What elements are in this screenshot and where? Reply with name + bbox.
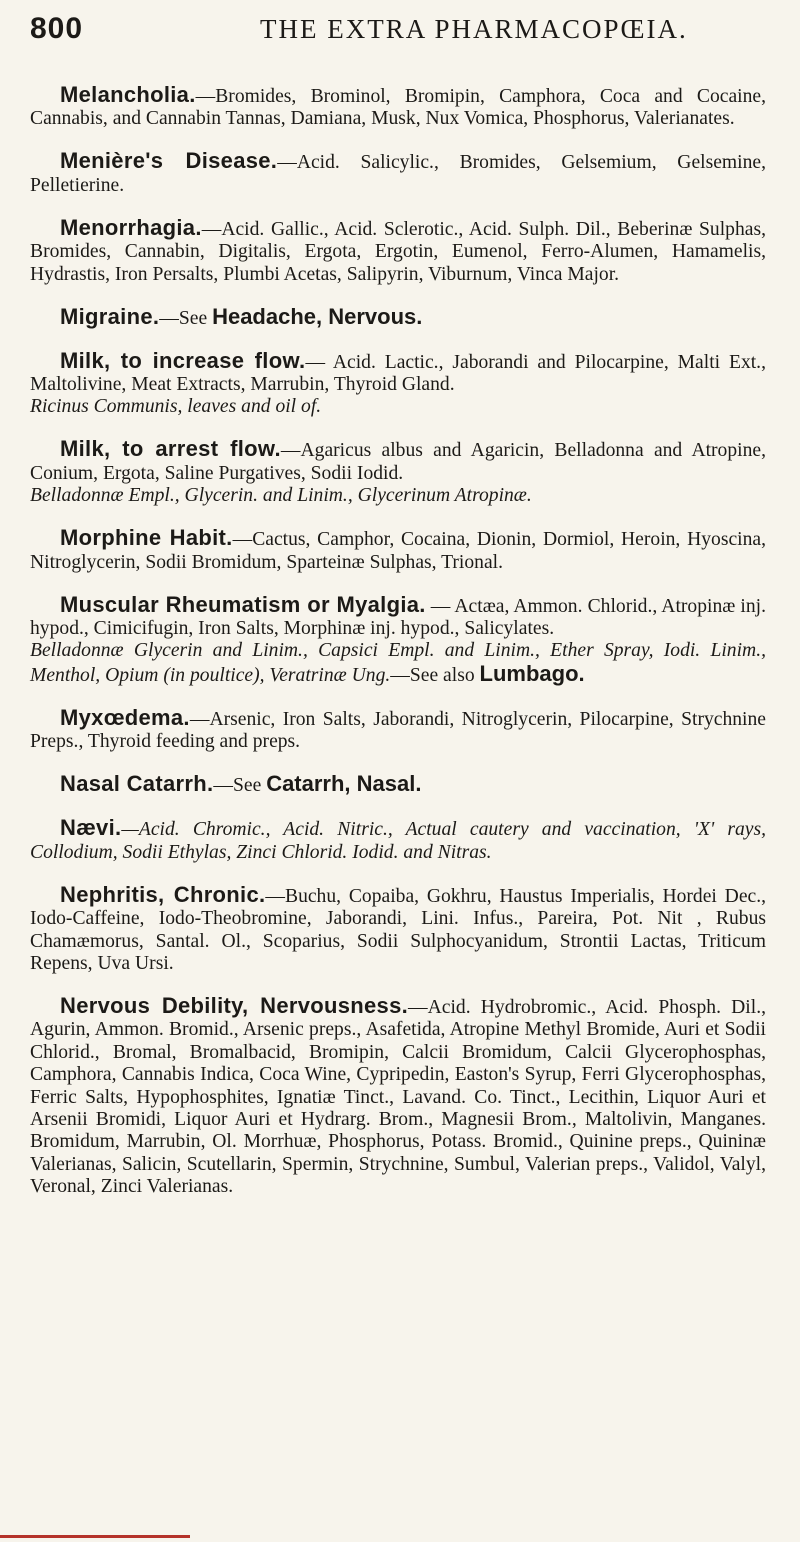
entry-melancholia — [30, 84, 766, 131]
entry-migraine — [30, 303, 766, 330]
entry-text: —Cactus, Camphor, Cocaina, Dionin, Dormiol, Heroin, Hyoscina, Nitroglycerin, Sodii Bromidum, Sparteinæ Sulphas, Trional. — [30, 529, 767, 573]
cross-reference: Headache, Nervous. — [212, 303, 423, 329]
headword: Myxœdema. — [60, 704, 190, 730]
running-title: THE EXTRA PHARMACOPŒIA. — [260, 14, 688, 44]
entry-text: —Acid. Salicylic., Bromides, Gelsemium, Gelsemine, Pelletierine. — [30, 152, 766, 196]
external-applications — [30, 640, 766, 687]
headword: Menière's Disease. — [60, 148, 278, 174]
cross-reference: Catarrh, Nasal. — [266, 771, 422, 797]
entry-text: — Actæa, Ammon. Chlorid., Atropinæ inj. hypod., Cimicifugin, Iron Salts, Morphinæ inj. hypod., Salicylates. — [30, 595, 767, 640]
headword: Nævi. — [60, 815, 122, 841]
headword: Nervous Debility, Nervousness. — [60, 992, 409, 1018]
headword: Nephritis, Chronic. — [60, 881, 266, 907]
entry-menieres-disease — [30, 150, 766, 197]
headword: Milk, to arrest flow. — [60, 436, 281, 462]
entry-text: —Buchu, Copaiba, Gokhru, Haustus Imperialis, Hordei Dec., Iodo-Caffeine, Iodo-Theobromine, Jaborandi, Lini. Infus., Pareira, Pot. Nit , Rubus Chamæmorus, Santal. Ol., Scoparius, Sodii Sulphocyanidum, Strontii Lactas, Triticum Repens, Uva Ursi. — [30, 885, 767, 974]
see-also-text: —See also — [390, 664, 480, 686]
entry-nephritis-chronic — [30, 881, 767, 976]
cross-reference: Lumbago. — [479, 660, 585, 686]
entry-text: —Acid. Gallic., Acid. Sclerotic., Acid. Sulph. Dil., Beberinæ Sulphas, Bromides, Cannabin, Digitalis, Ergota, Ergotin, Eumenol, Ferro-Alumen, Hamamelis, Hydrastis, Iron Persalts, Plumbi Acetas, Salipyrin, Viburnum, Vinca Major. — [30, 218, 766, 285]
headword: Melancholia. — [60, 82, 196, 107]
entry-naevi — [30, 817, 766, 864]
external-applications: Ricinus Communis, leaves and oil of. — [30, 396, 322, 418]
headword: Milk, to increase flow. — [60, 347, 306, 373]
page-number: 800 — [30, 12, 84, 45]
external-list: Belladonnæ Glycerin and Linim., Capsici Empl. and Linim., Ether Spray, Iodi. Linim., Menthol, Opium (in poultice), Veratrinæ Ung. — [30, 640, 766, 686]
entry-text: —Arsenic, Iron Salts, Jaborandi, Nitroglycerin, Pilocarpine, Strychnine Preps., Thyroid feeding and preps. — [30, 708, 766, 753]
entry-milk-increase-flow — [30, 347, 766, 419]
entry-nasal-catarrh — [30, 773, 766, 797]
headword: Muscular Rheumatism or Myalgia. — [60, 591, 426, 617]
entry-text: —Agaricus albus and Agaricin, Belladonna and Atropine, Conium, Ergota, Saline Purgatives, Sodii Iodid. — [30, 440, 766, 484]
entry-text: —See — [213, 775, 267, 797]
index-entries — [30, 84, 766, 1199]
entry-milk-arrest-flow — [30, 438, 766, 507]
entry-text: —Acid. Hydrobromic., Acid. Phosph. Dil., Agurin, Ammon. Bromid., Arsenic preps., Asafetida, Atropine Methyl Bromide, Auri et Sodii Chlorid., Bromal, Bromalbacid, Bromipin, Calcii Bromidum, Calcii Glycerophosphas, Camphora, Cannabis Indica, Coca Wine, Cypripedin, Easton's Syrup, Ferri Glycerophosphas, Ferric Salts, Hypophosphites, Ignatiæ Tinct., Lavand. Co. Tinct., Lecithin, Liquor Auri et Arsenii Bromidi, Liquor Auri et Hydrarg. Brom., Magnesii Brom., Maltolivin, Manganes. Bromidum, Marrubin, Ol. Morrhuæ, Phosphorus, Potass. Bromid., Quinine preps., Quininæ Valerianas, Salicin, Scutellarin, Spermin, Strychnine, Sumbul, Valerian preps., Validol, Valyl, Veronal, Zinci Valerianas. — [30, 996, 766, 1198]
entry-menorrhagia — [30, 214, 766, 286]
running-head — [30, 12, 766, 62]
entry-text: —Bromides, Brominol, Bromipin, Camphora, Coca and Cocaine, Cannabis, and Cannabin Tannas, Damiana, Musk, Nux Vomica, Phosphorus, Valerianates. — [30, 86, 766, 130]
headword: Migraine. — [60, 303, 160, 329]
entry-text: — Acid. Lactic., Jaborandi and Pilocarpine, Malti Ext., Maltolivine, Meat Extracts, Marrubin, Thyroid Gland. — [30, 351, 766, 396]
headword: Morphine Habit. — [60, 525, 233, 551]
entry-text: —See — [159, 307, 213, 329]
entry-morphine-habit — [30, 527, 766, 574]
entry-myxoedema — [30, 704, 766, 754]
headword: Menorrhagia. — [60, 214, 202, 240]
entry-nervous-debility — [30, 992, 766, 1199]
bottom-edge-rule — [0, 1535, 190, 1538]
entry-muscular-rheumatism — [30, 591, 767, 688]
headword: Nasal Catarrh. — [60, 771, 214, 797]
external-applications: —Acid. Chromic., Acid. Nitric., Actual cautery and vaccination, 'X' rays, Collodium, Sodii Ethylas, Zinci Chlorid. Iodid. and Nitras. — [30, 819, 766, 863]
external-applications: Belladonnæ Empl., Glycerin. and Linim., Glycerinum Atropinæ. — [30, 485, 532, 507]
